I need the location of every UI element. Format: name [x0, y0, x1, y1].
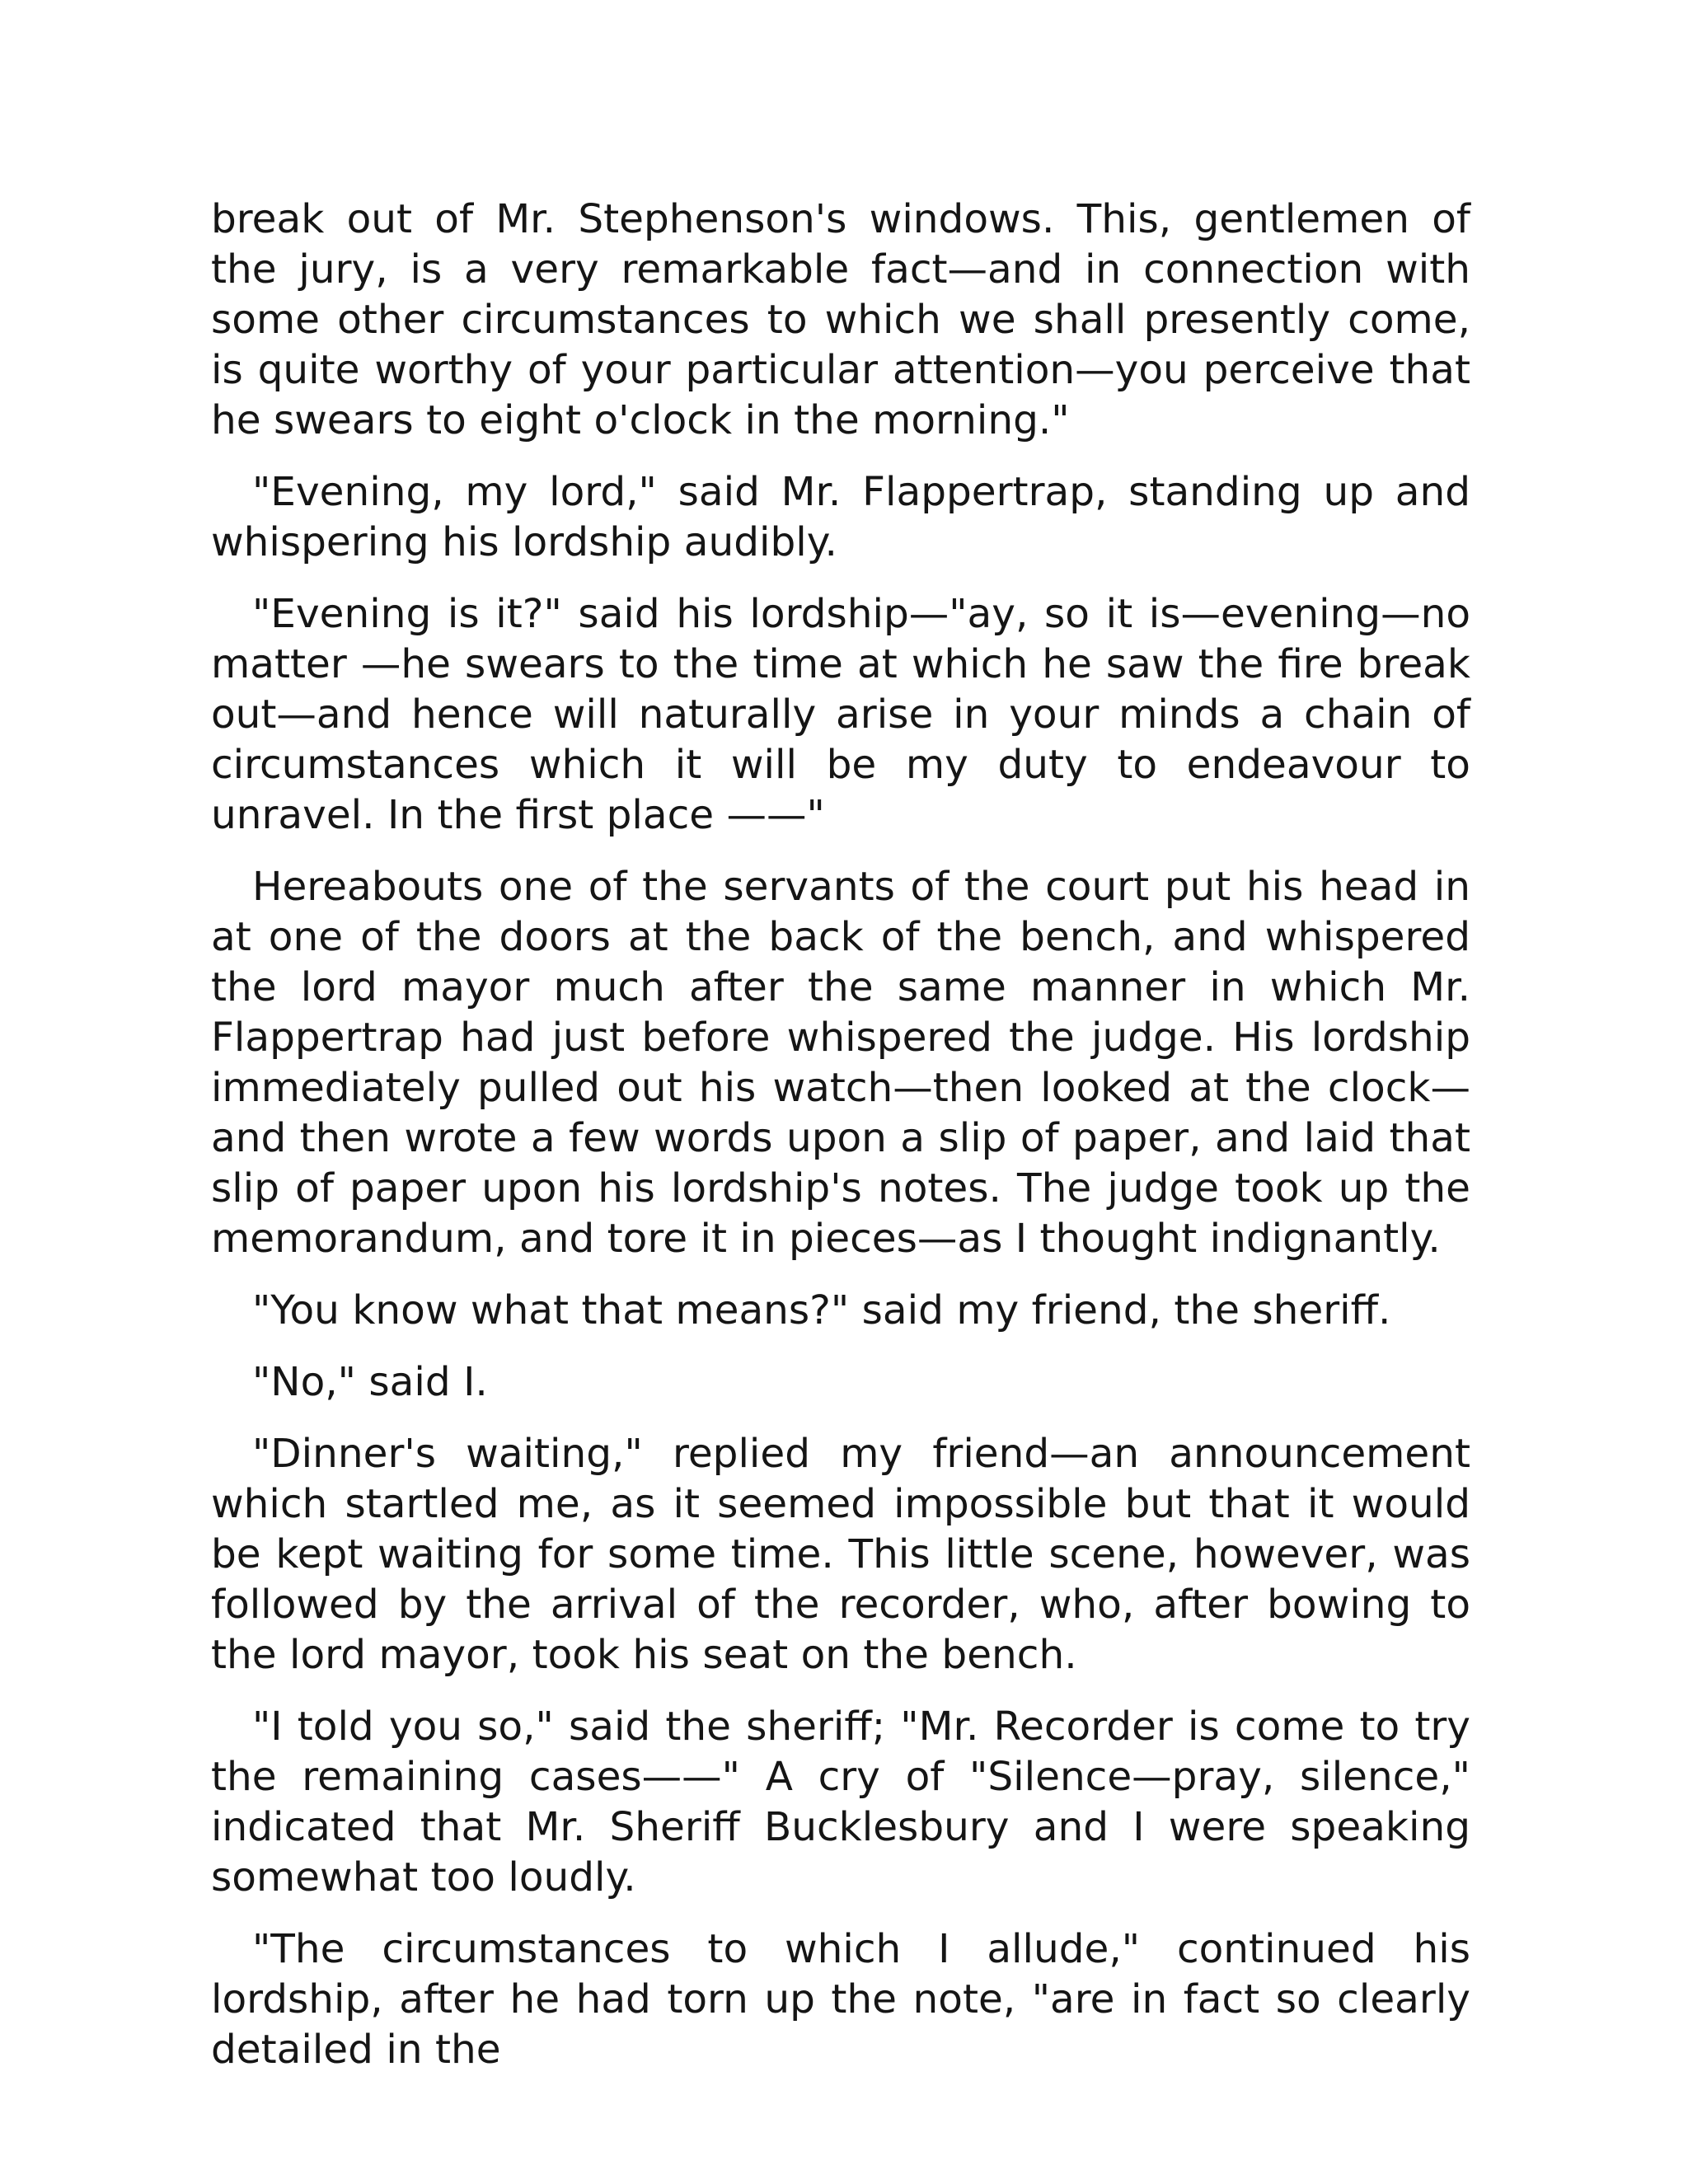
paragraph: "Evening is it?" said his lordship—"ay, so it is—evening—no matter —he swears to the time at which he saw the fire break out—and hence will naturally arise in your minds a chain of circumstances which it will be my duty to endeavour to unravel. In the first place ——"	[211, 591, 1470, 838]
paragraph: "Evening, my lord," said Mr. Flappertrap, standing up and whispering his lordship audibly.	[211, 469, 1470, 565]
paragraph: "You know what that means?" said my friend, the sheriff.	[252, 1287, 1391, 1333]
paragraph: "I told you so," said the sheriff; "Mr. Recorder is come to try the remaining cases——" A cry of "Silence—pray, silence," indicated that Mr. Sheriff Bucklesbury and I were speaking somewhat too loudly.	[211, 1704, 1470, 1900]
paragraph: "Dinner's waiting," replied my friend—an announcement which startled me, as it seemed impossible but that it would be kept waiting for some time. This little scene, however, was followed by the arrival of the recorder, who, after bowing to the lord mayor, took his seat on the bench.	[211, 1431, 1470, 1678]
document-page	[211, 194, 1470, 2097]
paragraph: "No," said I.	[252, 1359, 488, 1405]
paragraph: break out of Mr. Stephenson's windows. This, gentlemen of the jury, is a very remarkable fact—and in connection with some other circumstances to which we shall presently come, is quite worthy of your particular attention—you perceive that he swears to eight o'clock in the morning."	[211, 196, 1470, 443]
paragraph: "The circumstances to which I allude," continued his lordship, after he had torn up the note, "are in fact so clearly detailed in the	[211, 1926, 1470, 2073]
paragraph: Hereabouts one of the servants of the court put his head in at one of the doors at the back of the bench, and whispered the lord mayor much after the same manner in which Mr. Flappertrap had just before whispered the judge. His lordship immediately pulled out his watch—then looked at the clock—and then wrote a few words upon a slip of paper, and laid that slip of paper upon his lordship's notes. The judge took up the memorandum, and tore it in pieces—as I thought indignantly.	[211, 864, 1470, 1262]
